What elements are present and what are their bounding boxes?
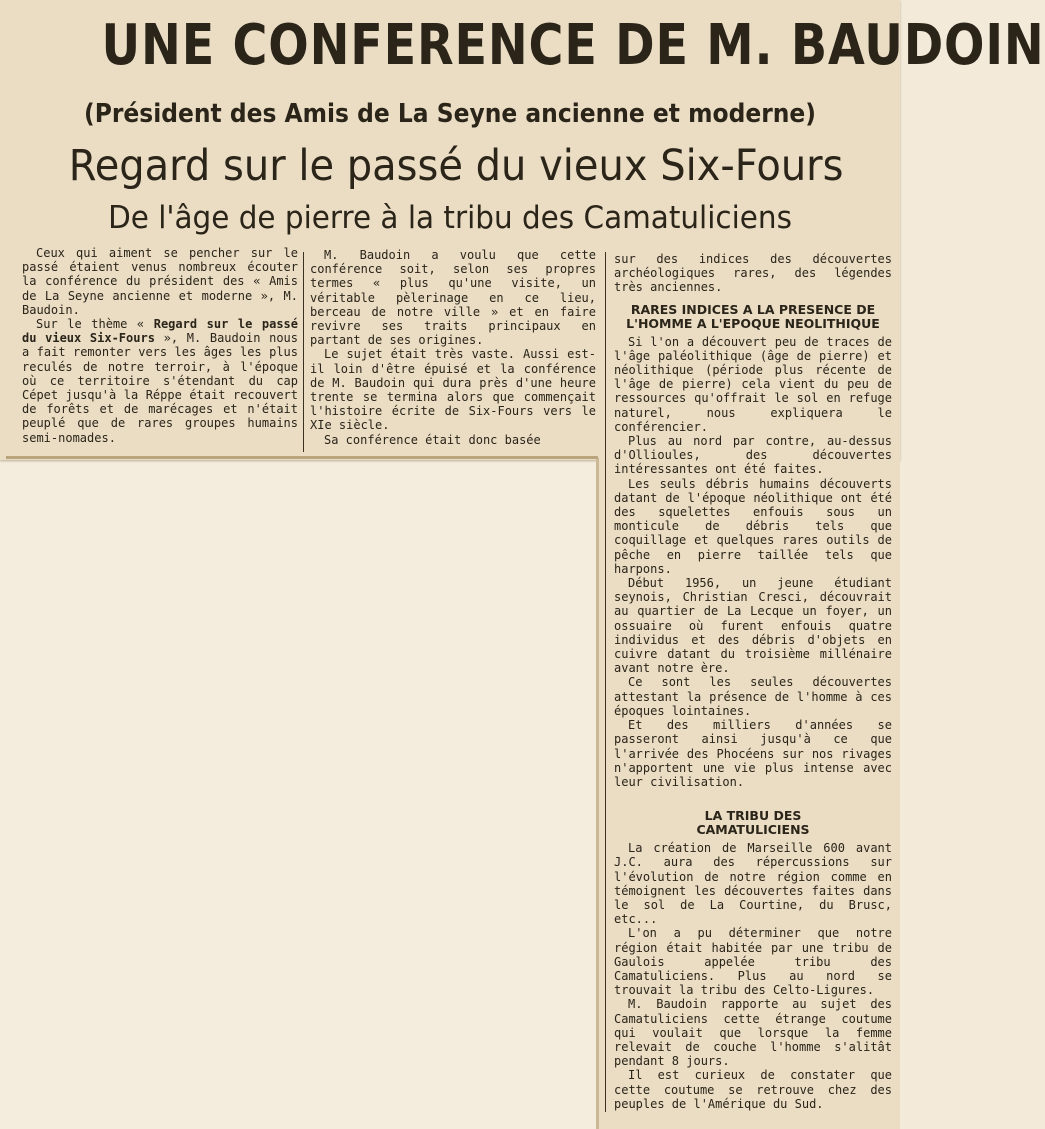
column-1 (22, 246, 298, 445)
column-rule-1 (303, 252, 304, 452)
column-2 (310, 248, 596, 447)
col2-paragraph-3: Sa conférence était donc basée (324, 432, 541, 447)
col3-paragraph-3: Plus au nord par contre, au-dessus d'Ollioules, des découvertes intéressantes ont été faites. (614, 434, 892, 477)
col1-p2-theme: Regard sur le passé du vieux Six-Fours (22, 317, 298, 346)
col3-paragraph-9: L'on a pu déterminer que notre région était habitée par une tribu de Gaulois appelée tribu des Camatuliciens. Plus au nord se trouvait la tribu des Celto-Ligures. (614, 926, 892, 998)
clipping-edge (596, 458, 599, 1129)
col3-paragraph-7: Et des milliers d'années se passeront ainsi jusqu'à ce que l'arrivée des Phocéens sur nos rivages n'apportent une vie plus intense avec leur civilisation. (614, 718, 892, 789)
col1-p2-start: Sur le thème « (36, 317, 154, 332)
col3-subheading-2: LA TRIBU DES CAMATULICIENS (696, 808, 810, 838)
col3-paragraph-10: M. Baudoin rapporte au sujet des Camatuliciens cette étrange coutume qui voulait que lorsque la femme relevait de couche l'homme s'alitât pendant 8 jours. (614, 997, 892, 1069)
col3-paragraph-2: Si l'on a découvert peu de traces de l'âge paléolithique (âge de pierre) et néolithique (période plus récente de l'âge de pierre) cela vient du peu de ressources qu'offrait le sol en refuge naturel, nous expliquera le conférencier. (614, 334, 892, 434)
col3-paragraph-5: Début 1956, un jeune étudiant seynois, Christian Cresci, découvrait au quartier de La Lecque un foyer, un ossuaire où furent enfouis quatre individus et des débris d'objets en cuivre datant du troisième millénaire avant notre ère. (614, 576, 892, 676)
article-subtitle: (Président des Amis de La Seyne ancienne et moderne) (84, 99, 816, 129)
col3-paragraph-11: Il est curieux de constater que cette coutume se retrouve chez des peuples de l'Amérique du Sud. (614, 1068, 892, 1111)
article-headline: Regard sur le passé du vieux Six-Fours (68, 141, 844, 191)
clipping-bottom-edge (6, 456, 598, 459)
col2-paragraph-1: M. Baudoin a voulu que cette conférence soit, selon ses propres termes « plus qu'une visite, un véritable pèlerinage en ce lieu, berceau de notre ville » et en faire revivre ses traits principaux en partant de ses origines. (310, 248, 596, 348)
article-title: UNE CONFERENCE DE M. BAUDOIN (101, 13, 1045, 78)
article-deck: De l'âge de pierre à la tribu des Camatuliciens (108, 200, 792, 236)
col3-paragraph-4: Les seuls débris humains découverts datant de l'époque néolithique ont été des squelettes enfouis sous un monticule de débris tels que coquillage et quelques rares outils de pêche en pierre taillée tels que harpons. (614, 476, 892, 576)
col1-paragraph-1: Ceux qui aiment se pencher sur le passé étaient venus nombreux écouter la conférence du président des « Amis de La Seyne ancienne et moderne », M. Baudoin. (22, 246, 298, 317)
col2-paragraph-2: Le sujet était très vaste. Aussi est-il loin d'être épuisé et la conférence de M. Baudoin qui dura près d'une heure trente se termina alors que commençait l'histoire écrite de Six-Fours vers le XIe siècle. (310, 347, 596, 433)
col1-paragraph-2 (22, 317, 298, 445)
col3-subheading-1: RARES INDICES A LA PRESENCE DE L'HOMME A L'EPOQUE NEOLITHIQUE (626, 301, 880, 331)
col3-paragraph-6: Ce sont les seules découvertes attestant la présence de l'homme à ces époques lointaines. (614, 675, 892, 718)
col1-p2-rest: », M. Baudoin nous a fait remonter vers les âges les plus reculés de notre terroir, à l'époque où ce territoire s'étendant du cap Cépet jusqu'à la Réppe était recouvert de forêts et de marécages et n'était peuplé que de rares groupes humains semi-nomades. (22, 331, 298, 445)
column-3 (614, 252, 892, 1111)
col3-paragraph-1: sur des indices des découvertes archéologiques rares, des légendes très anciennes. (614, 252, 892, 295)
col3-paragraph-8: La création de Marseille 600 avant J.C. aura des répercussions sur l'évolution de notre région comme en témoignent les découvertes faites dans le sol de La Courtine, du Brusc, etc... (614, 841, 892, 927)
column-rule-2 (605, 252, 606, 1112)
